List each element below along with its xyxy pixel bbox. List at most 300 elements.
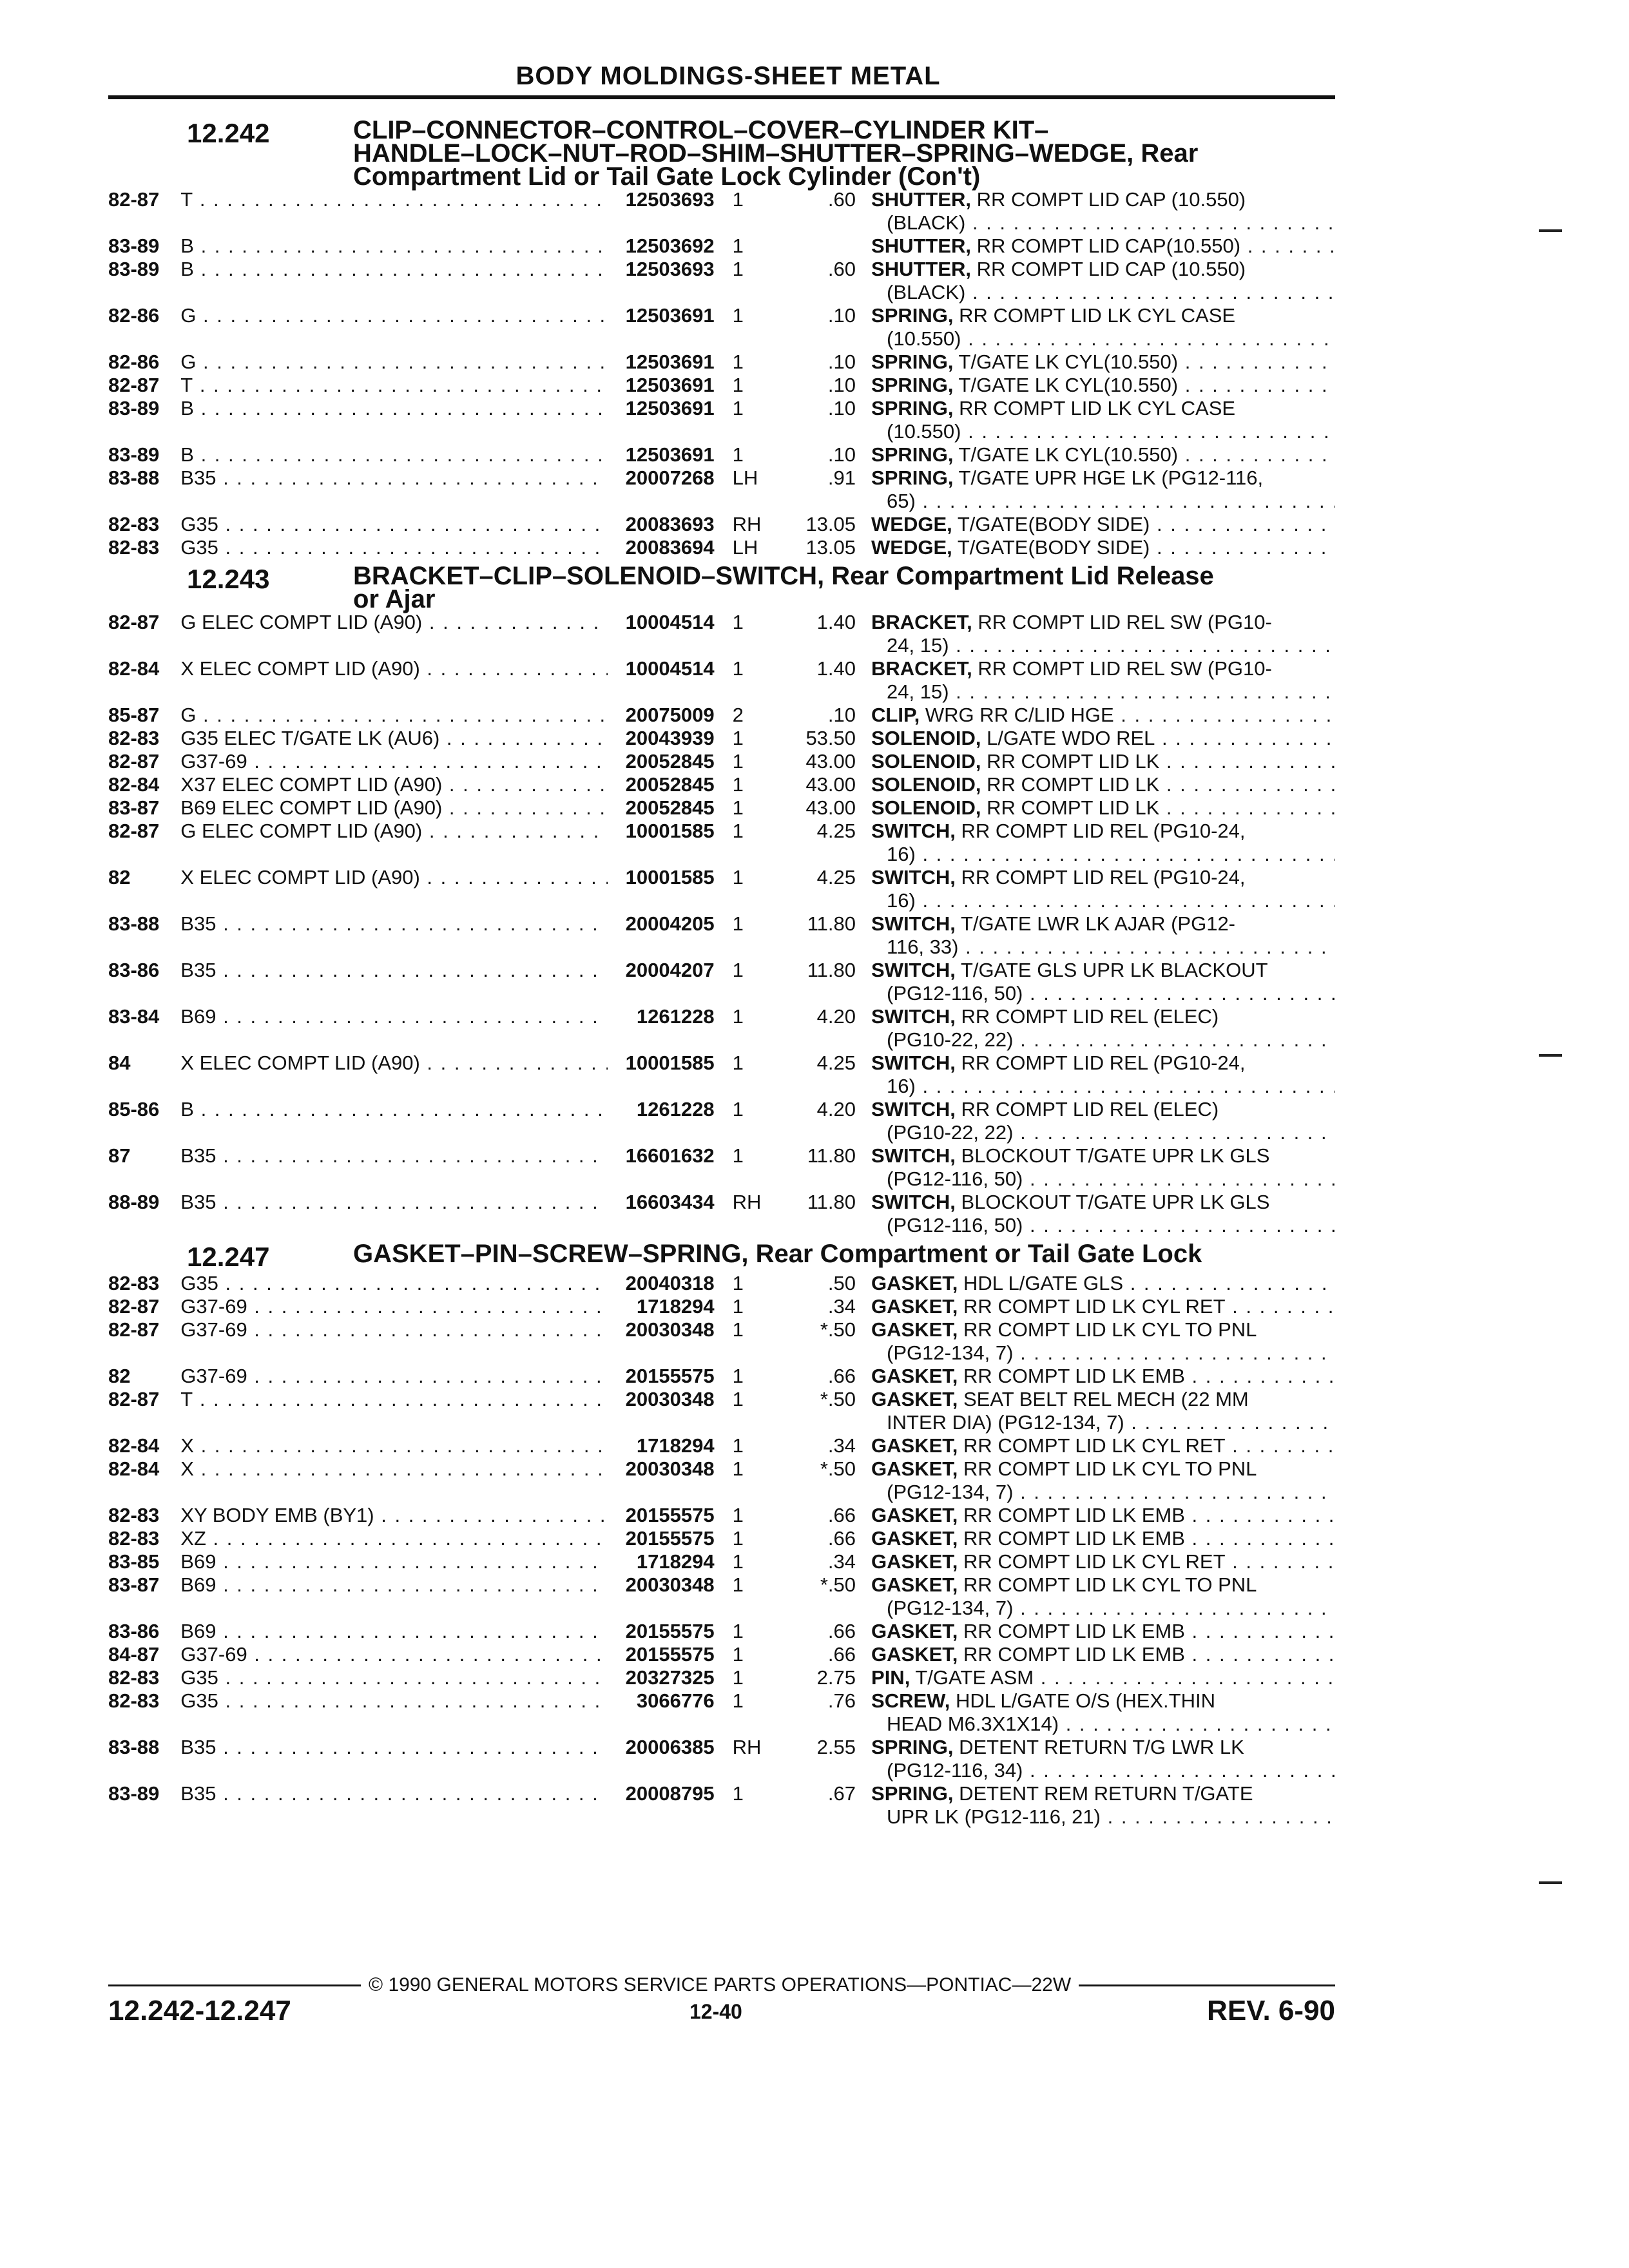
quantity: 1 <box>732 1295 744 1318</box>
part-description-continuation <box>871 490 1335 513</box>
quantity: RH <box>732 1736 762 1758</box>
part-number: 16601632 <box>625 1144 715 1167</box>
model-year: 83-84 <box>108 1005 160 1028</box>
part-number: 10004514 <box>625 657 715 680</box>
price: 11.80 <box>807 912 856 935</box>
part-name: SPRING, <box>871 397 954 419</box>
quantity: 1 <box>732 1144 744 1167</box>
price: .10 <box>827 443 856 466</box>
model-description: B69 . . . <box>180 1573 608 1597</box>
part-detail-continuation-text: (PG12-116, 50) . . . <box>887 1214 1335 1236</box>
part-description-continuation <box>871 1214 1335 1237</box>
model-year: 83-88 <box>108 912 160 935</box>
part-description <box>871 397 1335 443</box>
page-title: BODY MOLDINGS-SHEET METAL <box>516 62 941 90</box>
part-description-continuation <box>871 281 1335 304</box>
model-year: 82-84 <box>108 657 160 680</box>
part-number: 20043939 <box>625 727 715 749</box>
part-description-lead <box>871 1736 1244 1758</box>
part-description-line <box>871 513 1335 536</box>
part-description <box>871 727 1335 750</box>
part-name: PIN, <box>871 1666 911 1689</box>
part-description-lead <box>871 1365 1335 1387</box>
price: *.50 <box>820 1573 856 1596</box>
model-year: 85-86 <box>108 1098 160 1120</box>
price: 11.80 <box>807 1191 856 1213</box>
part-description-lead <box>871 466 1263 489</box>
quantity: 1 <box>732 1573 744 1596</box>
part-detail: T/GATE GLS UPR LK BLACKOUT <box>960 959 1268 981</box>
part-detail: WRG RR C/LID HGE <box>925 704 1114 726</box>
quantity: 1 <box>732 866 744 889</box>
part-detail-continuation-text: (10.550) . . . <box>887 420 1335 443</box>
model-year: 82-84 <box>108 773 160 796</box>
part-description <box>871 611 1335 657</box>
section-title-line: Compartment Lid or Tail Gate Lock Cylinder (Con't) <box>353 162 981 191</box>
part-detail-continuation-text: INTER DIA) (PG12-134, 7) . . . <box>887 1411 1335 1434</box>
part-description-line <box>871 1052 1335 1075</box>
price: .34 <box>827 1434 856 1457</box>
part-detail-continuation <box>871 490 1335 512</box>
part-detail-continuation-text: (BLACK) . . . <box>887 281 1335 303</box>
part-detail-continuation <box>871 634 1335 657</box>
part-name: GASKET, <box>871 1272 958 1294</box>
part-description-lead <box>871 1504 1335 1526</box>
part-description-line <box>871 397 1335 420</box>
model-year: 82-83 <box>108 536 160 559</box>
part-number: 20052845 <box>625 796 715 819</box>
footer-revision: REV. 6-90 <box>1207 1995 1335 2026</box>
table-row <box>108 1365 1335 1388</box>
part-detail: RR COMPT LID REL SW (PG10- <box>978 611 1272 633</box>
part-detail-continuation <box>871 1214 1335 1236</box>
part-description <box>871 235 1335 258</box>
part-description-line <box>871 1643 1335 1666</box>
model-description: T . . . <box>180 374 608 397</box>
part-number: 20030348 <box>625 1457 715 1480</box>
quantity: RH <box>732 513 762 535</box>
part-name: WEDGE, <box>871 513 952 535</box>
table-row <box>108 1643 1335 1666</box>
part-description-line <box>871 1191 1335 1214</box>
model-description: G35 . . . <box>180 1689 608 1713</box>
part-description-continuation <box>871 327 1335 351</box>
part-description-line <box>871 466 1335 490</box>
part-name: SHUTTER, <box>871 188 972 211</box>
model-description: X . . . <box>180 1434 608 1457</box>
part-description-line <box>871 443 1335 466</box>
part-description-continuation <box>871 1805 1335 1829</box>
model-description: XZ . . . <box>180 1527 608 1550</box>
part-description-lead <box>871 866 1246 889</box>
table-row <box>108 820 1335 866</box>
part-description <box>871 912 1335 959</box>
footer-page-number: 12-40 <box>689 2000 742 2023</box>
part-number: 12503691 <box>625 351 715 373</box>
model-year: 82 <box>108 1365 131 1387</box>
part-detail-continuation <box>871 1121 1335 1144</box>
model-description: B69 . . . <box>180 1005 608 1028</box>
part-description-lead <box>871 773 1335 796</box>
price: 11.80 <box>807 1144 856 1167</box>
model-description: X ELEC COMPT LID (A90) . . . <box>180 657 608 680</box>
part-detail: RR COMPT LID LK <box>987 750 1160 773</box>
part-number: 20155575 <box>625 1527 715 1550</box>
quantity: 2 <box>732 704 744 726</box>
part-description-lead <box>871 351 1335 373</box>
price: .66 <box>827 1527 856 1550</box>
part-name: GASKET, <box>871 1295 958 1318</box>
table-row <box>108 1434 1335 1457</box>
part-description-line <box>871 536 1335 559</box>
part-number: 20030348 <box>625 1573 715 1596</box>
part-description-lead <box>871 1620 1335 1642</box>
quantity: 1 <box>732 727 744 749</box>
model-description: G ELEC COMPT LID (A90) . . . <box>180 611 608 634</box>
part-number: 20083694 <box>625 536 715 559</box>
part-description-lead <box>871 1643 1335 1666</box>
part-description-lead <box>871 1388 1249 1410</box>
part-description-continuation <box>871 1075 1335 1098</box>
part-description-lead <box>871 1005 1219 1028</box>
part-description-lead <box>871 1550 1335 1573</box>
part-description <box>871 1550 1335 1573</box>
part-name: SPRING, <box>871 466 954 489</box>
section-header <box>108 564 1335 611</box>
table-row <box>108 304 1335 351</box>
part-number: 12503691 <box>625 304 715 327</box>
part-detail-continuation-text: 24, 15) . . . <box>887 680 1335 703</box>
model-description: G37-69 . . . <box>180 1365 608 1388</box>
part-description-line <box>871 1527 1335 1550</box>
part-name: GASKET, <box>871 1573 958 1596</box>
part-number: 20004205 <box>625 912 715 935</box>
price: 4.25 <box>816 866 856 889</box>
model-year: 82-86 <box>108 304 160 327</box>
table-row <box>108 1736 1335 1782</box>
part-description <box>871 704 1335 727</box>
part-detail-continuation-text: 24, 15) . . . <box>887 634 1335 657</box>
part-name: SOLENOID, <box>871 773 981 796</box>
model-year: 85-87 <box>108 704 160 726</box>
part-detail-continuation <box>871 936 1335 958</box>
part-description-line <box>871 611 1335 634</box>
part-detail: RR COMPT LID LK CYL RET <box>963 1434 1226 1457</box>
quantity: 1 <box>732 1005 744 1028</box>
table-row <box>108 1666 1335 1689</box>
footer-copyright-line <box>108 1974 1335 1996</box>
quantity: 1 <box>732 1052 744 1074</box>
model-year: 83-88 <box>108 1736 160 1758</box>
part-description-line <box>871 1620 1335 1643</box>
table-row <box>108 1550 1335 1573</box>
part-number: 1718294 <box>636 1295 715 1318</box>
price: .50 <box>827 1272 856 1294</box>
part-description-line <box>871 1457 1335 1481</box>
part-description-lead <box>871 1434 1335 1457</box>
model-year: 82-87 <box>108 820 160 842</box>
table-row <box>108 796 1335 820</box>
price: .10 <box>827 374 856 396</box>
table-row <box>108 773 1335 796</box>
model-description: XY BODY EMB (BY1) . . . <box>180 1504 608 1527</box>
part-name: SPRING, <box>871 443 954 466</box>
part-detail-continuation-text: (PG12-116, 50) . . . <box>887 1168 1335 1190</box>
part-description <box>871 188 1335 235</box>
quantity: 1 <box>732 1643 744 1666</box>
part-detail-continuation <box>871 420 1335 443</box>
model-year: 82-87 <box>108 750 160 773</box>
part-number: 10001585 <box>625 1052 715 1074</box>
part-detail: L/GATE WDO REL <box>987 727 1155 749</box>
table-row <box>108 750 1335 773</box>
part-description-line <box>871 1573 1335 1597</box>
price: .10 <box>827 351 856 373</box>
part-detail-continuation-text: (PG12-134, 7) . . . <box>887 1597 1335 1619</box>
part-description-line <box>871 1689 1335 1713</box>
part-description-line <box>871 304 1335 327</box>
part-number: 1718294 <box>636 1550 715 1573</box>
part-description <box>871 466 1335 513</box>
part-description-lead <box>871 1272 1335 1294</box>
model-year: 82-83 <box>108 1504 160 1526</box>
quantity: 1 <box>732 1666 744 1689</box>
part-description-continuation <box>871 843 1335 866</box>
quantity: 1 <box>732 1434 744 1457</box>
part-description-lead <box>871 750 1335 773</box>
part-description-line <box>871 657 1335 680</box>
part-detail: RR COMPT LID REL (ELEC) <box>961 1098 1219 1120</box>
quantity: 1 <box>732 1782 744 1805</box>
table-row <box>108 443 1335 466</box>
part-detail: RR COMPT LID LK <box>987 796 1160 819</box>
part-detail-continuation-text: 116, 33) . . . <box>887 936 1335 958</box>
quantity: 1 <box>732 374 744 396</box>
part-description <box>871 820 1335 866</box>
model-year: 82-84 <box>108 1434 160 1457</box>
section-title-line: BRACKET–CLIP–SOLENOID–SWITCH, Rear Compartment Lid Release <box>353 562 1214 590</box>
part-description <box>871 1620 1335 1643</box>
model-description: G . . . <box>180 304 608 327</box>
part-description-continuation <box>871 1341 1335 1365</box>
part-description-continuation <box>871 634 1335 657</box>
part-description-line <box>871 1365 1335 1388</box>
part-detail-continuation <box>871 982 1335 1004</box>
part-description <box>871 1191 1335 1237</box>
quantity: 1 <box>732 351 744 373</box>
price: .34 <box>827 1295 856 1318</box>
table-row <box>108 704 1335 727</box>
model-description: B . . . <box>180 397 608 420</box>
part-description <box>871 1457 1335 1504</box>
part-detail-continuation <box>871 281 1335 303</box>
part-description-line <box>871 727 1335 750</box>
price: 13.05 <box>805 513 856 535</box>
part-detail-continuation <box>871 1411 1335 1434</box>
part-name: CLIP, <box>871 704 920 726</box>
price: 11.80 <box>807 959 856 981</box>
model-description: B35 . . . <box>180 1782 608 1805</box>
part-description <box>871 1318 1335 1365</box>
part-number: 20008795 <box>625 1782 715 1805</box>
model-description: T . . . <box>180 188 608 211</box>
model-description: B35 . . . <box>180 1191 608 1214</box>
part-description <box>871 1272 1335 1295</box>
part-description-continuation <box>871 1411 1335 1434</box>
part-description-lead <box>871 1527 1335 1550</box>
part-detail: RR COMPT LID LK CYL CASE <box>959 304 1236 327</box>
price: 43.00 <box>805 796 856 819</box>
part-detail-continuation-text: (PG12-116, 50) . . . <box>887 982 1335 1004</box>
model-description: B35 . . . <box>180 1144 608 1168</box>
price: 4.20 <box>816 1098 856 1120</box>
part-detail-continuation-text: 16) . . . <box>887 889 1335 912</box>
quantity: LH <box>732 536 758 559</box>
part-detail-continuation-text: (PG12-116, 34) . . . <box>887 1759 1335 1782</box>
part-name: SPRING, <box>871 1736 954 1758</box>
quantity: 1 <box>732 258 744 280</box>
part-detail: T/GATE LK CYL(10.550) <box>958 351 1179 373</box>
part-description-line <box>871 750 1335 773</box>
model-year: 83-85 <box>108 1550 160 1573</box>
part-detail: T/GATE LK CYL(10.550) <box>958 374 1179 396</box>
part-number: 12503693 <box>625 258 715 280</box>
margin-tick-mark <box>1539 1054 1562 1057</box>
part-detail: RR COMPT LID LK CYL RET <box>963 1550 1226 1573</box>
quantity: 1 <box>732 1098 744 1120</box>
section-number: 12.247 <box>187 1242 270 1272</box>
table-row <box>108 258 1335 304</box>
model-description: X ELEC COMPT LID (A90) . . . <box>180 866 608 889</box>
model-description: B69 . . . <box>180 1550 608 1573</box>
price: 53.50 <box>805 727 856 749</box>
part-name: SPRING, <box>871 374 954 396</box>
part-description <box>871 1005 1335 1052</box>
model-year: 83-89 <box>108 397 160 419</box>
part-description <box>871 374 1335 397</box>
part-description-line <box>871 1318 1335 1341</box>
part-description-line <box>871 1550 1335 1573</box>
table-row <box>108 1689 1335 1736</box>
part-description-line <box>871 704 1335 727</box>
part-description <box>871 1666 1335 1689</box>
quantity: 1 <box>732 1620 744 1642</box>
section-header <box>108 1242 1335 1272</box>
part-detail-continuation <box>871 1481 1335 1503</box>
model-description: G35 . . . <box>180 1272 608 1295</box>
price: *.50 <box>820 1388 856 1410</box>
part-detail: RR COMPT LID LK CYL TO PNL <box>963 1318 1257 1341</box>
model-year: 82-87 <box>108 374 160 396</box>
part-detail-continuation-text: (10.550) . . . <box>887 327 1335 350</box>
table-row <box>108 1782 1335 1829</box>
table-row <box>108 188 1335 235</box>
part-detail-continuation <box>871 327 1335 350</box>
table-row <box>108 397 1335 443</box>
model-description: B . . . <box>180 258 608 281</box>
part-detail: DETENT REM RETURN T/GATE <box>959 1782 1253 1805</box>
part-detail-continuation-text: 65) . . . <box>887 490 1335 512</box>
part-description-line <box>871 796 1335 820</box>
section-title <box>353 116 1294 191</box>
model-description: G ELEC COMPT LID (A90) . . . <box>180 820 608 843</box>
table-row <box>108 912 1335 959</box>
model-description: G37-69 . . . <box>180 1295 608 1318</box>
price: .10 <box>827 397 856 419</box>
table-row <box>108 235 1335 258</box>
part-description-line <box>871 959 1335 982</box>
part-number: 10001585 <box>625 820 715 842</box>
model-year: 82-83 <box>108 513 160 535</box>
quantity: LH <box>732 466 758 489</box>
model-year: 83-89 <box>108 258 160 280</box>
part-description-lead <box>871 235 1335 257</box>
price: 4.20 <box>816 1005 856 1028</box>
price: *.50 <box>820 1457 856 1480</box>
part-number: 20006385 <box>625 1736 715 1758</box>
part-detail: RR COMPT LID LK EMB <box>963 1365 1185 1387</box>
part-number: 1261228 <box>636 1098 715 1120</box>
quantity: 1 <box>732 959 744 981</box>
part-name: SWITCH, <box>871 820 956 842</box>
part-description <box>871 796 1335 820</box>
quantity: 1 <box>732 773 744 796</box>
part-detail-continuation <box>871 1759 1335 1782</box>
part-number: 20155575 <box>625 1643 715 1666</box>
table-row <box>108 1052 1335 1098</box>
table-row <box>108 1504 1335 1527</box>
model-description: G . . . <box>180 351 608 374</box>
footer-rule-right <box>1079 1984 1335 1986</box>
part-description-lead <box>871 258 1246 280</box>
part-description-lead <box>871 304 1235 327</box>
price: 4.25 <box>816 820 856 842</box>
part-number: 3066776 <box>636 1689 715 1712</box>
model-year: 82-87 <box>108 611 160 633</box>
section-number: 12.243 <box>187 564 270 594</box>
price: .66 <box>827 1620 856 1642</box>
table-row <box>108 466 1335 513</box>
quantity: 1 <box>732 1550 744 1573</box>
part-description-lead <box>871 657 1272 680</box>
part-description-line <box>871 1736 1335 1759</box>
part-number: 20004207 <box>625 959 715 981</box>
quantity: 1 <box>732 235 744 257</box>
part-description <box>871 1573 1335 1620</box>
part-number: 20052845 <box>625 750 715 773</box>
model-year: 82-83 <box>108 1527 160 1550</box>
table-row <box>108 1620 1335 1643</box>
part-number: 12503693 <box>625 188 715 211</box>
quantity: 1 <box>732 1689 744 1712</box>
price: .66 <box>827 1643 856 1666</box>
part-detail: RR COMPT LID CAP (10.550) <box>976 188 1246 211</box>
part-detail: HDL L/GATE GLS <box>963 1272 1124 1294</box>
part-detail: BLOCKOUT T/GATE UPR LK GLS <box>961 1144 1270 1167</box>
part-name: SWITCH, <box>871 959 956 981</box>
part-description-continuation <box>871 680 1335 704</box>
model-year: 83-86 <box>108 959 160 981</box>
part-number: 20155575 <box>625 1365 715 1387</box>
quantity: 1 <box>732 1365 744 1387</box>
price: 1.40 <box>816 657 856 680</box>
part-description-continuation <box>871 1597 1335 1620</box>
part-detail-continuation <box>871 1341 1335 1364</box>
part-number: 20040318 <box>625 1272 715 1294</box>
parts-list <box>108 113 1335 1829</box>
part-description-lead <box>871 704 1335 726</box>
part-description-lead <box>871 513 1335 535</box>
